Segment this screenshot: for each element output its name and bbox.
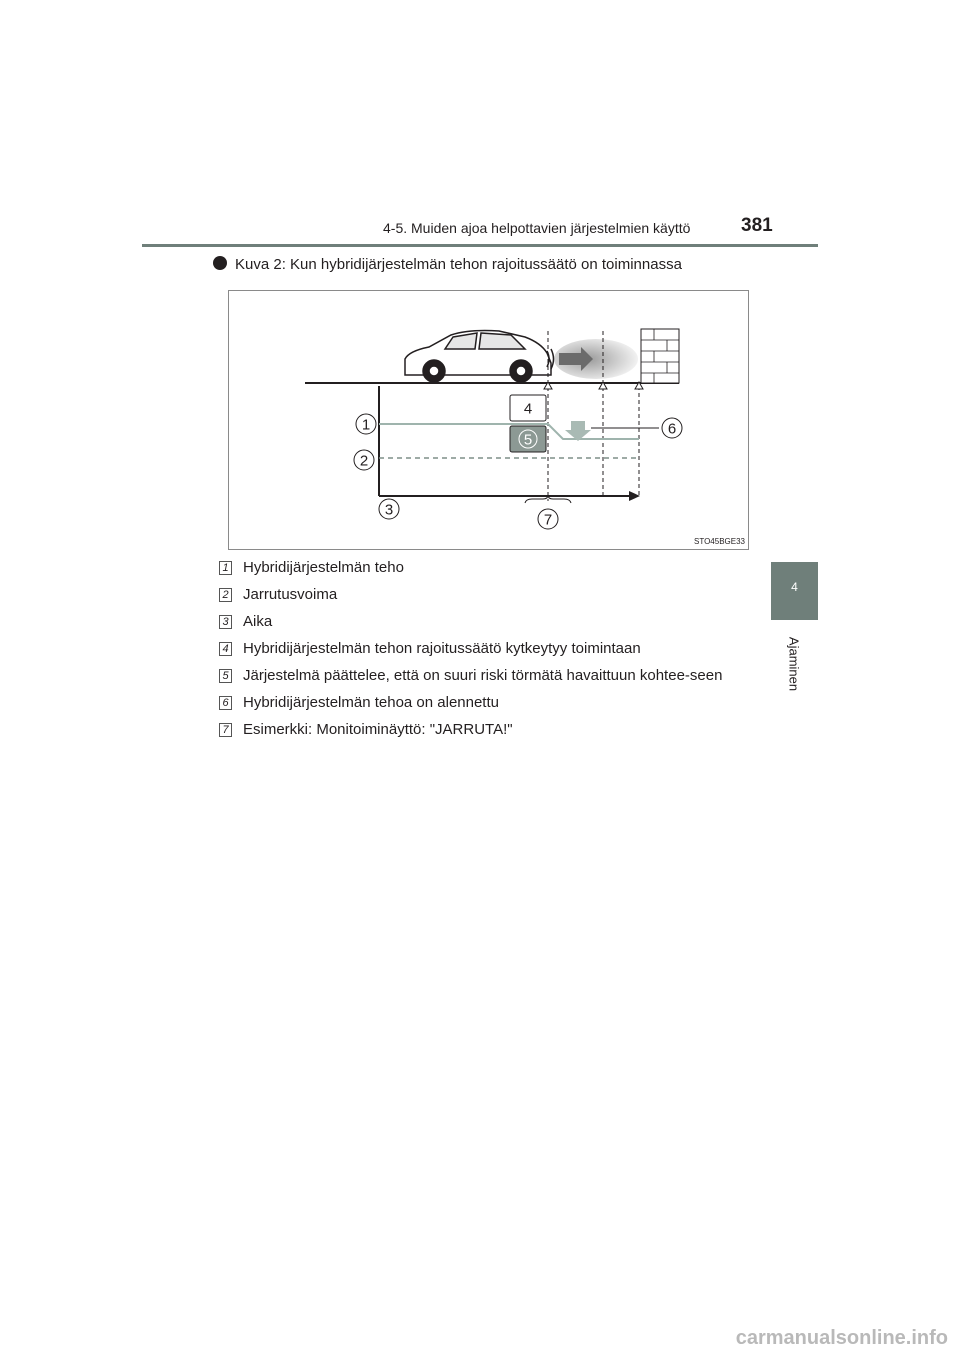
- legend-item: [217, 665, 748, 686]
- section-heading-text: Kuva 2: Kun hybridijärjestelmän tehon rajoitussäätö on toiminnassa: [235, 256, 682, 273]
- legend-item: [217, 692, 757, 713]
- legend-text: Hybridijärjestelmän tehon rajoitussäätö kytkeytyy toimintaan: [243, 640, 641, 657]
- legend-number: 3: [219, 615, 232, 629]
- car-icon: [405, 331, 554, 383]
- legend-number: 2: [219, 588, 232, 602]
- legend-item: [217, 719, 757, 740]
- figure-diagram: [229, 291, 750, 551]
- legend-text: Jarrutusvoima: [243, 586, 338, 603]
- bullet-icon: [213, 256, 227, 270]
- chapter-label: Ajaminen: [786, 636, 802, 692]
- callout-5-label: 5: [523, 431, 533, 449]
- legend-text: Hybridijärjestelmän teho: [243, 559, 404, 576]
- power-line: [379, 424, 639, 439]
- figure-code: STO45BGE33: [694, 537, 745, 546]
- chapter-tab[interactable]: [771, 562, 818, 620]
- callout-2-label: 2: [359, 452, 369, 470]
- legend-text: Hybridijärjestelmän tehoa on alennettu: [243, 694, 499, 711]
- legend-number: 5: [219, 669, 232, 683]
- section-heading: [213, 256, 682, 273]
- header-rule: [142, 244, 818, 247]
- legend-item: [217, 638, 757, 659]
- callout-7-label: 7: [543, 511, 553, 529]
- x-axis-arrow: [629, 491, 640, 501]
- header-title: 4-5. Muiden ajoa helpottavien järjestelmien käyttö: [383, 220, 691, 236]
- figure: [228, 290, 749, 550]
- callout-3-label: 3: [384, 501, 394, 519]
- legend-list: [217, 557, 757, 740]
- page-number: 381: [741, 215, 773, 236]
- legend-number: 6: [219, 696, 232, 710]
- watermark: carmanualsonline.info: [735, 1327, 948, 1349]
- legend-number: 7: [219, 723, 232, 737]
- brick-wall-icon: [641, 329, 679, 383]
- chapter-number: 4: [791, 580, 798, 594]
- callout-4-label: 4: [523, 400, 533, 418]
- legend-text: Järjestelmä päättelee, että on suuri riski törmätä havaittuun kohtee-seen: [243, 667, 723, 684]
- legend-number: 1: [219, 561, 232, 575]
- callout-6-label: 6: [667, 420, 677, 438]
- callout-1-label: 1: [361, 416, 371, 434]
- legend-number: 4: [219, 642, 232, 656]
- legend-item: [217, 584, 757, 605]
- legend-item: [217, 611, 757, 632]
- legend-item: [217, 557, 757, 578]
- legend-text: Aika: [243, 613, 273, 630]
- legend-text: Esimerkki: Monitoiminäyttö: "JARRUTA!": [243, 721, 513, 738]
